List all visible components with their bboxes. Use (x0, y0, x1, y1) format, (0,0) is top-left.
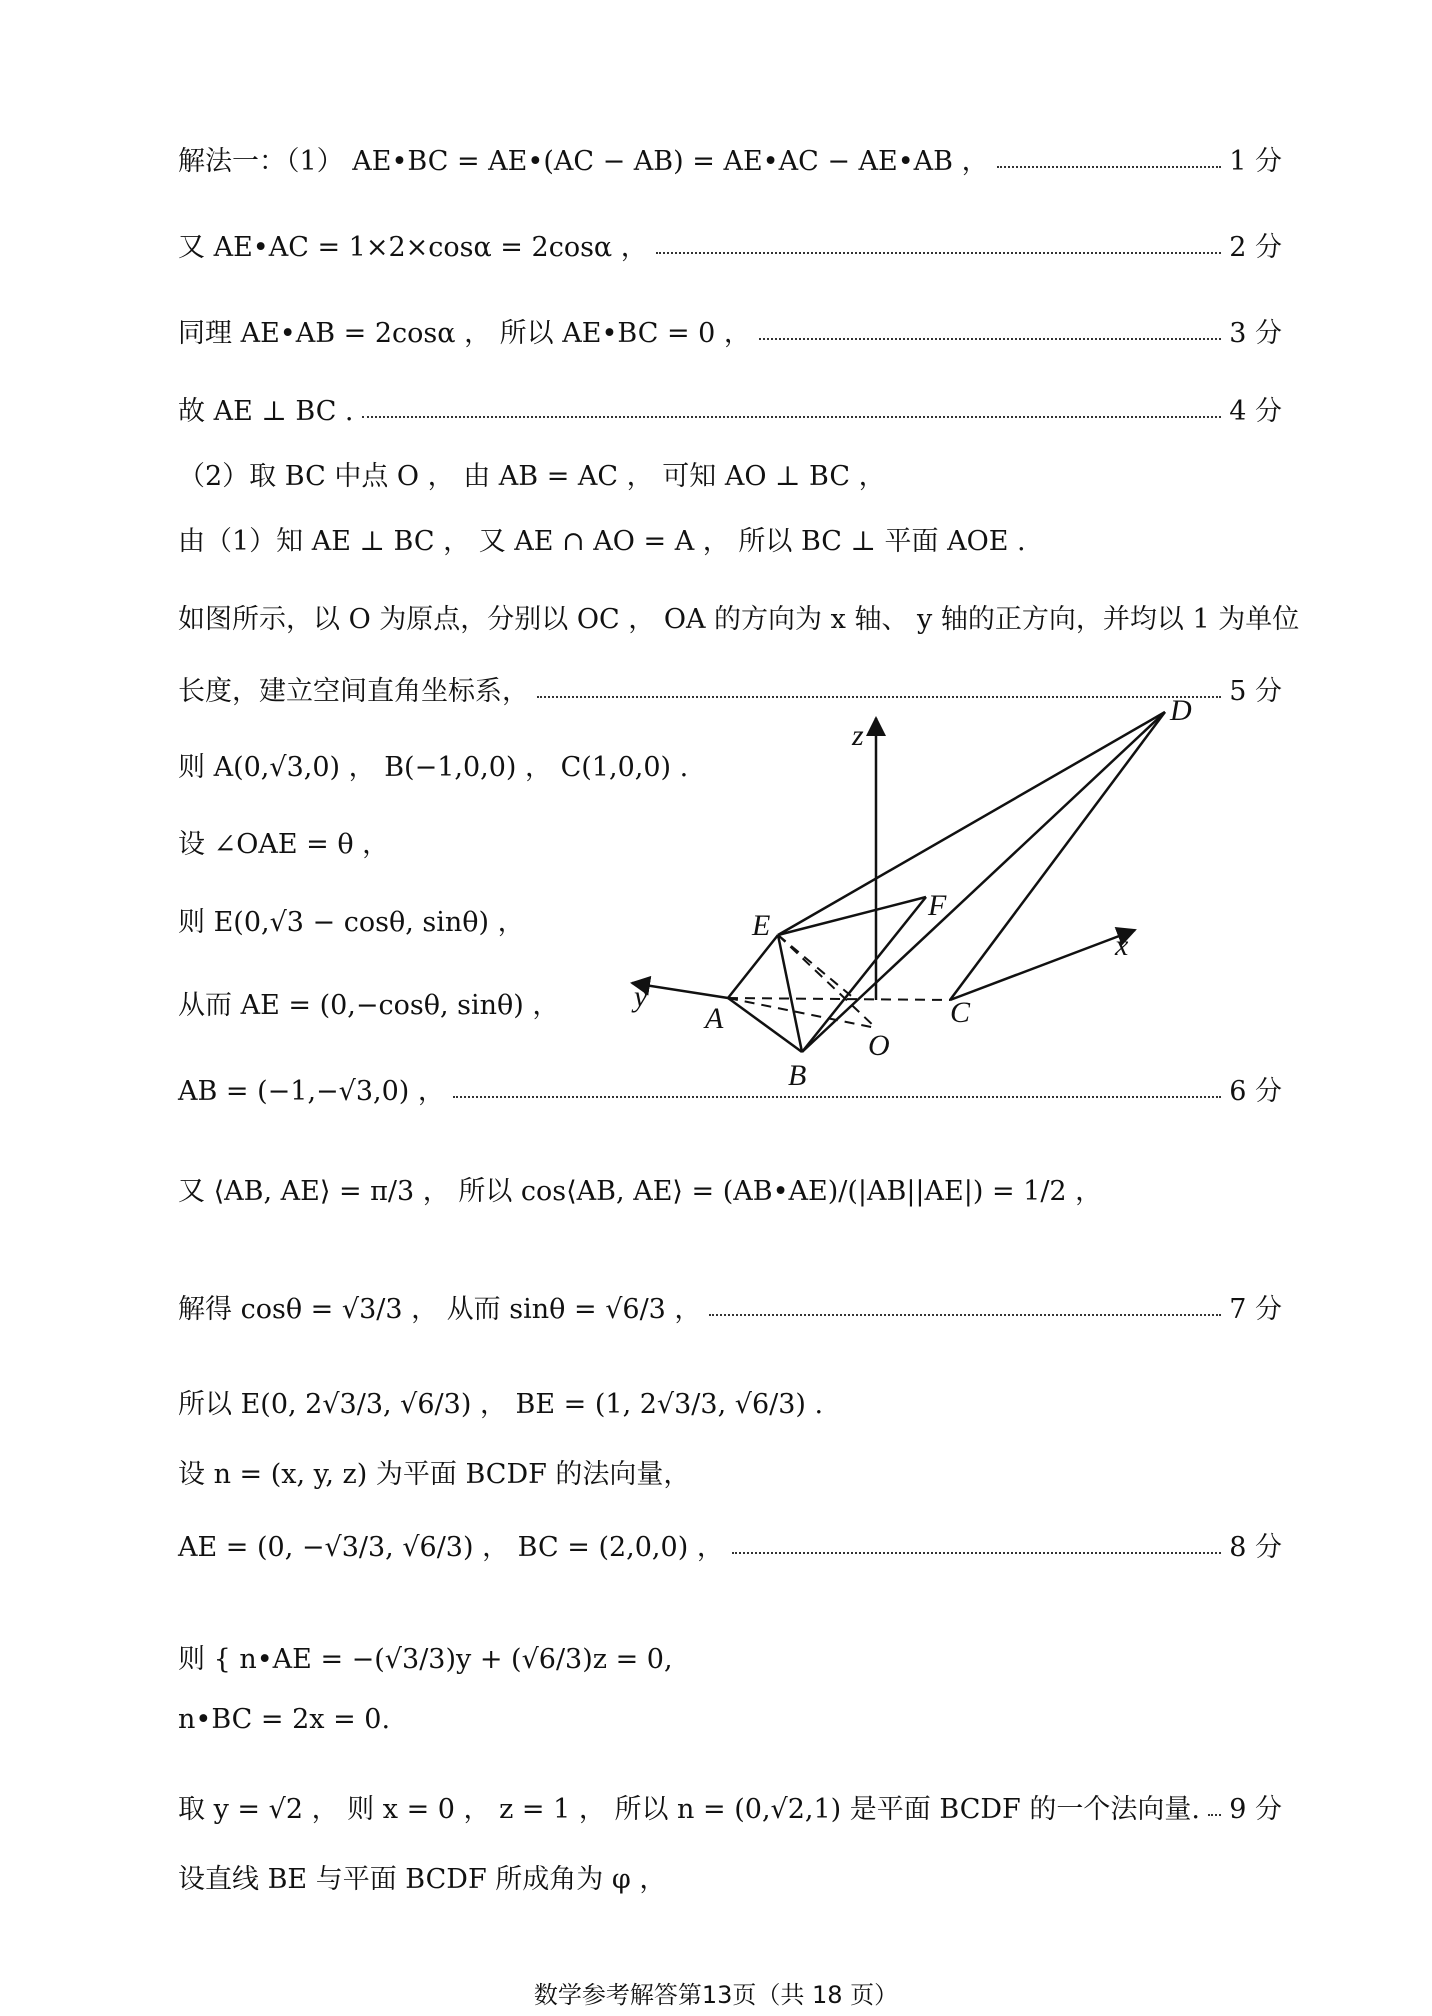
line-text: （2）取 BC 中点 O ， 由 AB = AC ， 可知 AO ⊥ BC ， (178, 461, 886, 492)
line-text: 长度，建立空间直角坐标系， (178, 676, 529, 707)
line-text: 所以 E(0, 2√3/3, √6/3) ， BE = (1, 2√3/3, √6/3) . (178, 1389, 824, 1420)
score-label: 5 分 (1229, 676, 1282, 707)
score-label: 1 分 (1229, 146, 1282, 177)
line-text: 取 y = √2 ， 则 x = 0 ， z = 1 ， 所以 n = (0,√2,1) 是平面 BCDF 的一个法向量. (178, 1794, 1200, 1825)
line-21 (178, 1790, 1282, 1830)
line-1 (178, 142, 1282, 182)
geometry-diagram (620, 700, 1260, 1100)
leader-dots (997, 164, 1222, 168)
line-2 (178, 228, 1282, 268)
line-text: 同理 AE•AB = 2cosα ， 所以 AE•BC = 0 ， (178, 318, 751, 349)
line-text: 又 ⟨AB, AE⟩ = π/3 ， 所以 cos⟨AB, AE⟩ = (AB•AE)/(|AB||AE|) = 1/2 ， (178, 1176, 1103, 1207)
leader-dots (537, 694, 1221, 698)
leader-dots (709, 1312, 1221, 1316)
label-O: O (868, 1029, 890, 1062)
line-text: n•BC = 2x = 0. (178, 1704, 391, 1735)
label-z: z (852, 719, 864, 752)
line-text: 设 n = (x, y, z) 为平面 BCDF 的法向量， (178, 1459, 691, 1490)
label-B: B (788, 1059, 807, 1092)
line-4 (178, 392, 1282, 432)
leader-dots (732, 1550, 1221, 1554)
line-text: AE = (0, −√3/3, √6/3) ， BC = (2,0,0) ， (178, 1532, 724, 1563)
x-axis (950, 930, 1135, 1000)
line-text: 解得 cosθ = √3/3 ， 从而 sinθ = √6/3 ， (178, 1294, 702, 1325)
line-11 (178, 903, 525, 943)
edge-CD (950, 712, 1165, 1000)
score-label: 7 分 (1229, 1294, 1282, 1325)
line-text: 如图所示，以 O 为原点，分别以 OC ， OA 的方向为 x 轴、 y 轴的正方向，并均以 1 为单位 (178, 604, 1300, 635)
label-F: F (928, 889, 947, 922)
dashed-AC (728, 998, 950, 1000)
label-A: A (705, 1002, 724, 1035)
edge-ED (778, 712, 1165, 935)
line-14 (178, 1172, 1102, 1212)
line-17 (178, 1455, 690, 1495)
label-C: C (950, 996, 971, 1029)
edge-BD (802, 712, 1165, 1052)
line-5 (178, 457, 886, 497)
line-18 (178, 1528, 1282, 1568)
line-15 (178, 1290, 1282, 1330)
line-10 (178, 825, 389, 865)
line-text: 又 AE•AC = 1×2×cosα = 2cosα ， (178, 232, 648, 263)
line-12 (178, 986, 559, 1026)
leader-dots (362, 414, 1222, 418)
line-3 (178, 314, 1282, 354)
line-text: 设 ∠OAE = θ ， (178, 829, 390, 860)
line-text: 由（1）知 AE ⊥ BC ， 又 AE ∩ AO = A ， 所以 BC ⊥ 平面 AOE . (178, 526, 1026, 557)
line-text: AB = (−1,−√3,0) ， (178, 1076, 445, 1107)
score-label: 8 分 (1229, 1532, 1282, 1563)
leader-dots (656, 250, 1221, 254)
line-7 (178, 600, 1299, 640)
label-E: E (752, 909, 771, 942)
score-label: 4 分 (1229, 396, 1282, 427)
label-x: x (1115, 929, 1129, 962)
line-6 (178, 522, 1026, 562)
line-16 (178, 1385, 823, 1425)
label-D: D (1170, 700, 1192, 727)
line-9 (178, 748, 688, 788)
line-text: 设直线 BE 与平面 BCDF 所成角为 φ ， (178, 1864, 667, 1895)
score-label: 6 分 (1229, 1076, 1282, 1107)
dashed-EO (778, 935, 876, 1028)
line-19 (178, 1640, 673, 1680)
leader-dots (1208, 1812, 1221, 1816)
edge-EF (778, 897, 926, 935)
line-text: 从而 AE = (0,−cosθ, sinθ) ， (178, 990, 560, 1021)
line-text: 则 A(0,√3,0) ， B(−1,0,0) ， C(1,0,0) . (178, 752, 689, 783)
line-20 (178, 1700, 390, 1740)
line-22 (178, 1860, 666, 1900)
score-label: 9 分 (1229, 1794, 1282, 1825)
label-y: y (634, 980, 648, 1013)
line-text: 则 E(0,√3 − cosθ, sinθ) ， (178, 907, 525, 938)
page-footer: 数学参考解答第13页（共 18 页） (533, 1981, 899, 2009)
leader-dots (759, 336, 1221, 340)
edge-AE (728, 935, 778, 998)
score-label: 2 分 (1229, 232, 1282, 263)
line-text: 解法一：（1） AE•BC = AE•(AC − AB) = AE•AC − AE•AB ， (178, 146, 989, 177)
line-text: 则 { n•AE = −(√3/3)y + (√6/3)z = 0, (178, 1644, 673, 1675)
line-text: 故 AE ⊥ BC . (178, 396, 354, 427)
score-label: 3 分 (1229, 318, 1282, 349)
